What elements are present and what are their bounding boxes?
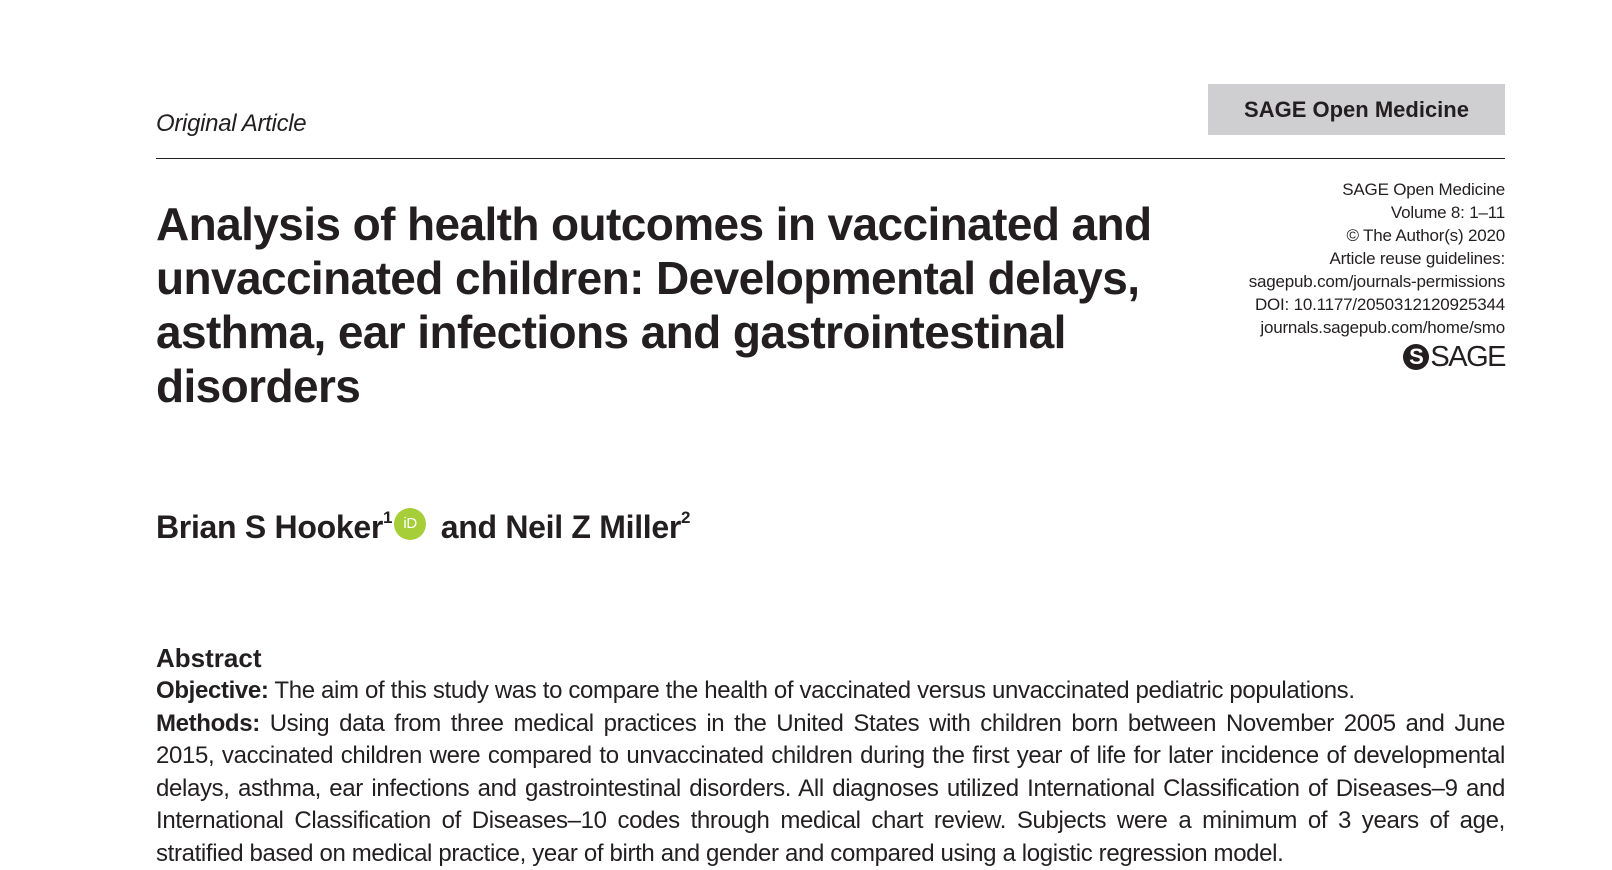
affiliation-marker: 1 [383, 508, 392, 527]
article-type: Original Article [156, 110, 306, 138]
objective-label: Objective: [156, 677, 269, 704]
article-metadata [1249, 178, 1505, 339]
meta-reuse-label: Article reuse guidelines: [1249, 247, 1505, 270]
meta-volume: Volume 8: 1–11 [1249, 201, 1505, 224]
affiliation-marker: 2 [681, 508, 690, 527]
header-divider [156, 158, 1505, 159]
sage-logo-text: SAGE [1430, 343, 1505, 371]
methods-text: Using data from three medical practices in the United States with children born between November 2005 and June 2015, vaccinated children were compared to unvaccinated children during the first year of life for later incidence of developmental delays, asthma, ear infections and gastrointestinal disorders. All diagnoses utilized International Classification of Diseases–9 and International Classification of Diseases–10 codes through medical chart review. Subjects were a minimum of 3 years of age, stratified based on medical practice, year of birth and gender and compared using a logistic regression model. [156, 710, 1505, 867]
meta-journal: SAGE Open Medicine [1249, 178, 1505, 201]
methods-label: Methods: [156, 710, 260, 737]
journal-badge: SAGE Open Medicine [1208, 84, 1505, 135]
abstract-body [156, 675, 1505, 870]
meta-reuse-link[interactable]: sagepub.com/journals-permissions [1249, 270, 1505, 293]
objective-text: The aim of this study was to compare the health of vaccinated versus unvaccinated pediatric populations. [269, 677, 1355, 704]
author-name: Neil Z Miller [505, 509, 681, 545]
sage-logo [1403, 343, 1505, 371]
author-conjunction: and [432, 509, 505, 545]
orcid-icon[interactable]: iD [394, 508, 426, 540]
author-name: Brian S Hooker [156, 509, 383, 545]
meta-doi[interactable]: DOI: 10.1177/2050312120925344 [1249, 293, 1505, 316]
author-list [156, 508, 690, 546]
abstract-heading: Abstract [156, 643, 261, 674]
meta-copyright: © The Author(s) 2020 [1249, 224, 1505, 247]
sage-logo-mark: S [1403, 344, 1429, 370]
article-title: Analysis of health outcomes in vaccinated and unvaccinated children: Developmental delays, asthma, ear infections and gastrointestinal disorders [156, 197, 1166, 413]
abstract-objective [156, 675, 1505, 708]
meta-home-link[interactable]: journals.sagepub.com/home/smo [1249, 316, 1505, 339]
abstract-methods [156, 708, 1505, 870]
